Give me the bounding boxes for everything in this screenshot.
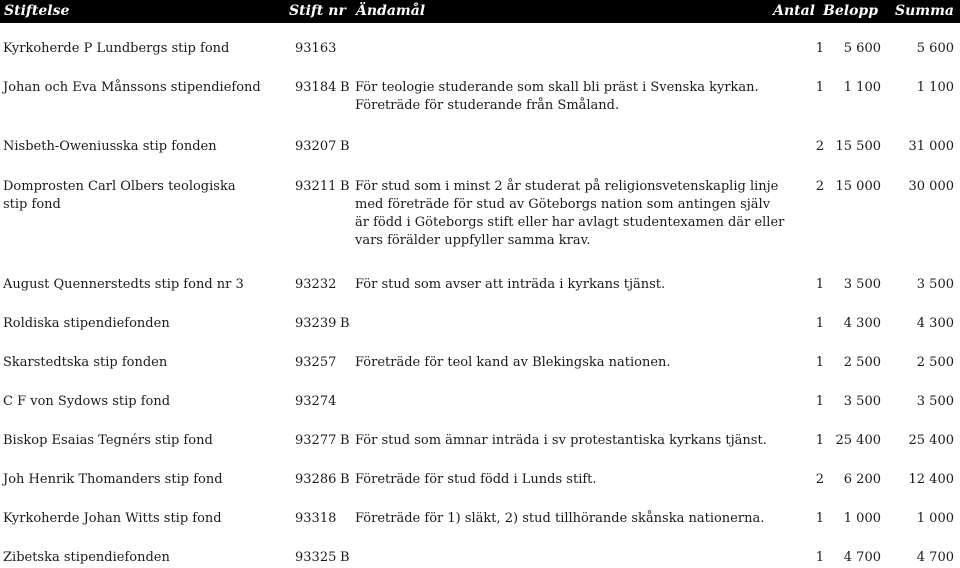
fund-name-line: Kyrkoherde Johan Witts stip fond [3, 511, 222, 526]
fund-summa: 1 100 [916, 80, 954, 95]
fund-belopp: 3 500 [843, 394, 881, 409]
fund-summa: 12 400 [908, 472, 954, 487]
fund-flag: B [340, 139, 350, 154]
fund-belopp: 4 300 [843, 316, 881, 331]
fund-flag: B [340, 316, 350, 331]
table-header [0, 0, 960, 23]
fund-summa: 5 600 [916, 41, 954, 56]
fund-name [3, 315, 273, 333]
fund-antal: 1 [815, 277, 824, 292]
fund-summa: 1 000 [916, 511, 954, 526]
fund-antal: 1 [815, 41, 824, 56]
fund-belopp: 1 000 [843, 511, 881, 526]
fund-name-line: Domprosten Carl Olbers teologiska [3, 179, 236, 194]
fund-purpose [355, 510, 765, 528]
fund-purpose [355, 276, 745, 294]
header-summa: Summa [895, 3, 954, 19]
fund-antal: 1 [815, 355, 824, 370]
fund-antal: 2 [815, 179, 824, 194]
fund-name-line: Nisbeth-Oweniusska stip fonden [3, 139, 217, 154]
fund-flag: B [340, 550, 350, 565]
fund-name-line: Johan och Eva Månssons stipendiefond [3, 80, 261, 95]
fund-belopp: 15 000 [835, 179, 881, 194]
fund-number: 93325 [295, 550, 337, 565]
fund-name-line: Zibetska stipendiefonden [3, 550, 170, 565]
fund-name-line: August Quennerstedts stip fond nr 3 [3, 277, 244, 292]
fund-number: 93277 [295, 433, 337, 448]
fund-number: 93286 [295, 472, 337, 487]
header-stift-nr: Stift nr [289, 3, 346, 19]
fund-belopp: 3 500 [843, 277, 881, 292]
fund-flag: B [340, 179, 350, 194]
fund-name-line: Kyrkoherde P Lundbergs stip fond [3, 41, 230, 56]
fund-antal: 1 [815, 80, 824, 95]
fund-name [3, 354, 273, 372]
fund-number: 93184 [295, 80, 337, 95]
fund-name-line: Roldiska stipendiefonden [3, 316, 170, 331]
fund-belopp: 25 400 [835, 433, 881, 448]
fund-belopp: 4 700 [843, 550, 881, 565]
purpose-line: För stud som i minst 2 år studerat på religionsvetenskaplig linje [355, 179, 779, 194]
purpose-line: vars förälder uppfyller samma krav. [355, 233, 591, 248]
fund-summa: 3 500 [916, 394, 954, 409]
fund-belopp: 1 100 [843, 80, 881, 95]
fund-flag: B [340, 80, 350, 95]
fund-name [3, 40, 273, 58]
fund-name [3, 510, 273, 528]
fund-number: 93163 [295, 41, 337, 56]
header-andamal: Ändamål [356, 3, 426, 19]
fund-summa: 25 400 [908, 433, 954, 448]
purpose-line: Företräde för teol kand av Blekingska nationen. [355, 355, 671, 370]
fund-name-line: Joh Henrik Thomanders stip fond [3, 472, 223, 487]
fund-purpose [355, 471, 745, 489]
fund-number: 93207 [295, 139, 337, 154]
fund-summa: 4 300 [916, 316, 954, 331]
fund-antal: 1 [815, 316, 824, 331]
fund-summa: 4 700 [916, 550, 954, 565]
fund-number: 93232 [295, 277, 337, 292]
fund-name [3, 471, 273, 489]
fund-antal: 1 [815, 511, 824, 526]
fund-purpose [355, 432, 767, 450]
fund-belopp: 6 200 [843, 472, 881, 487]
fund-name [3, 79, 273, 97]
fund-number: 93211 [295, 179, 337, 194]
fund-antal: 1 [815, 394, 824, 409]
fund-number: 93239 [295, 316, 337, 331]
fund-summa: 30 000 [908, 179, 954, 194]
fund-purpose [355, 79, 759, 115]
fund-name [3, 549, 273, 567]
header-antal: Antal [773, 3, 815, 19]
fund-flag: B [340, 472, 350, 487]
purpose-line: För stud som ämnar inträda i sv protestantiska kyrkans tjänst. [355, 433, 767, 448]
fund-name [3, 276, 273, 294]
fund-summa: 3 500 [916, 277, 954, 292]
fund-number: 93257 [295, 355, 337, 370]
fund-name-line: stip fond [3, 197, 61, 212]
fund-belopp: 2 500 [843, 355, 881, 370]
fund-purpose [355, 178, 785, 250]
purpose-line: För teologie studerande som skall bli präst i Svenska kyrkan. [355, 80, 759, 95]
fund-name [3, 138, 273, 156]
fund-purpose [355, 354, 745, 372]
header-stiftelse: Stiftelse [4, 3, 70, 19]
fund-name [3, 178, 273, 214]
purpose-line: Företräde för stud född i Lunds stift. [355, 472, 597, 487]
purpose-line: Företräde för 1) släkt, 2) stud tillhörande skånska nationerna. [355, 511, 765, 526]
fund-belopp: 5 600 [843, 41, 881, 56]
fund-name [3, 393, 273, 411]
purpose-line: med företräde för stud av Göteborgs nation som antingen själv [355, 197, 771, 212]
fund-name-line: Biskop Esaias Tegnérs stip fond [3, 433, 213, 448]
fund-summa: 31 000 [908, 139, 954, 154]
fund-antal: 1 [815, 433, 824, 448]
fund-name-line: Skarstedtska stip fonden [3, 355, 168, 370]
purpose-line: För stud som avser att inträda i kyrkans tjänst. [355, 277, 666, 292]
header-belopp: Belopp [823, 3, 878, 19]
fund-antal: 1 [815, 550, 824, 565]
fund-flag: B [340, 433, 350, 448]
fund-name-line: C F von Sydows stip fond [3, 394, 171, 409]
purpose-line: Företräde för studerande från Småland. [355, 98, 620, 113]
purpose-line: är född i Göteborgs stift eller har avlagt studentexamen där eller [355, 215, 785, 230]
fund-summa: 2 500 [916, 355, 954, 370]
fund-number: 93318 [295, 511, 337, 526]
fund-antal: 2 [815, 472, 824, 487]
fund-number: 93274 [295, 394, 337, 409]
fund-name [3, 432, 273, 450]
fund-belopp: 15 500 [835, 139, 881, 154]
fund-antal: 2 [815, 139, 824, 154]
